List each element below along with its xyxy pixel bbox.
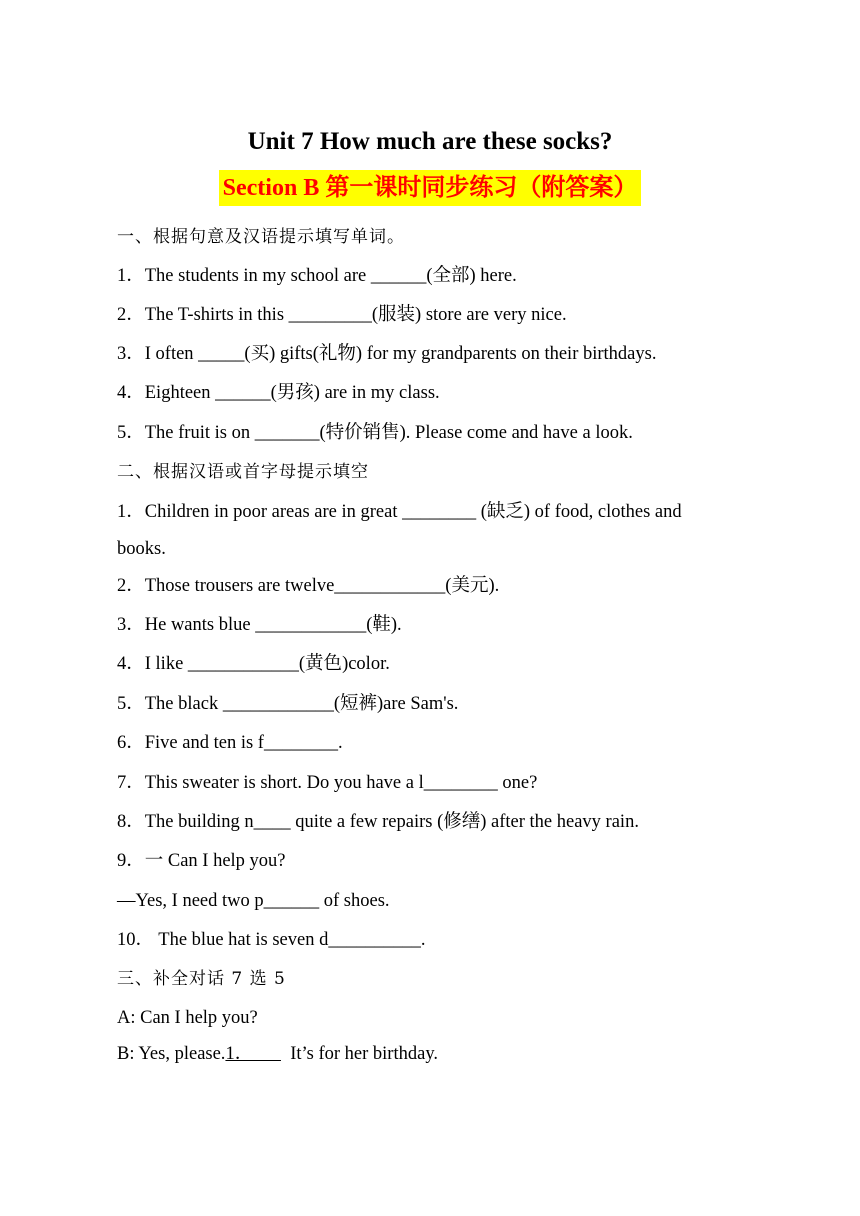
section2-item-10: 10． The blue hat is seven d__________. [117, 930, 426, 950]
section2-item-7: 7．This sweater is short. Do you have a l________ one? [117, 773, 538, 793]
section1-item-4: 4．Eighteen ______(男孩) are in my class. [117, 383, 440, 403]
page-subtitle: Section B 第一课时同步练习（附答案） [219, 170, 642, 206]
dialogue-line-b-prefix: B: Yes, please. [117, 1044, 226, 1064]
section2-item-3: 3．He wants blue ____________(鞋). [117, 615, 402, 635]
section1-item-5: 5．The fruit is on _______(特价销售). Please come and have a look. [117, 423, 633, 443]
section1-item-2: 2．The T-shirts in this _________(服装) store are very nice. [117, 305, 567, 325]
section2-item-9-answer: —Yes, I need two p______ of shoes. [117, 891, 390, 911]
section3-heading: 三、补全对话 7 选 5 [117, 969, 286, 989]
section1-item-1: 1．The students in my school are ______(全部) here. [117, 266, 517, 286]
section2-item-1-line1: 1．Children in poor areas are in great ________ (缺乏) of food, clothes and [117, 502, 682, 522]
dialogue-blank-1: 1． [225, 1044, 281, 1064]
section2-item-6: 6．Five and ten is f________. [117, 733, 343, 753]
dialogue-line-b-suffix: It’s for her birthday. [280, 1044, 438, 1064]
subtitle-container [0, 170, 860, 206]
section1-heading: 一、根据句意及汉语提示填写单词。 [117, 227, 405, 247]
section1-item-3: 3．I often _____(买) gifts(礼物) for my grandparents on their birthdays. [117, 344, 657, 364]
section2-item-2: 2．Those trousers are twelve____________(美元). [117, 576, 500, 596]
section2-item-5: 5．The black ____________(短裤)are Sam's. [117, 694, 459, 714]
section2-heading: 二、根据汉语或首字母提示填空 [117, 462, 369, 482]
section2-item-9-question: 9．一 Can I help you? [117, 851, 286, 871]
dialogue-line-a: A: Can I help you? [117, 1008, 258, 1028]
section2-item-1-line2: books. [117, 539, 166, 559]
page-title: Unit 7 How much are these socks? [247, 128, 613, 155]
section2-item-8: 8．The building n____ quite a few repairs (修缮) after the heavy rain. [117, 812, 639, 832]
dialogue-line-b [117, 1041, 438, 1067]
section2-item-4: 4．I like ____________(黄色)color. [117, 654, 390, 674]
